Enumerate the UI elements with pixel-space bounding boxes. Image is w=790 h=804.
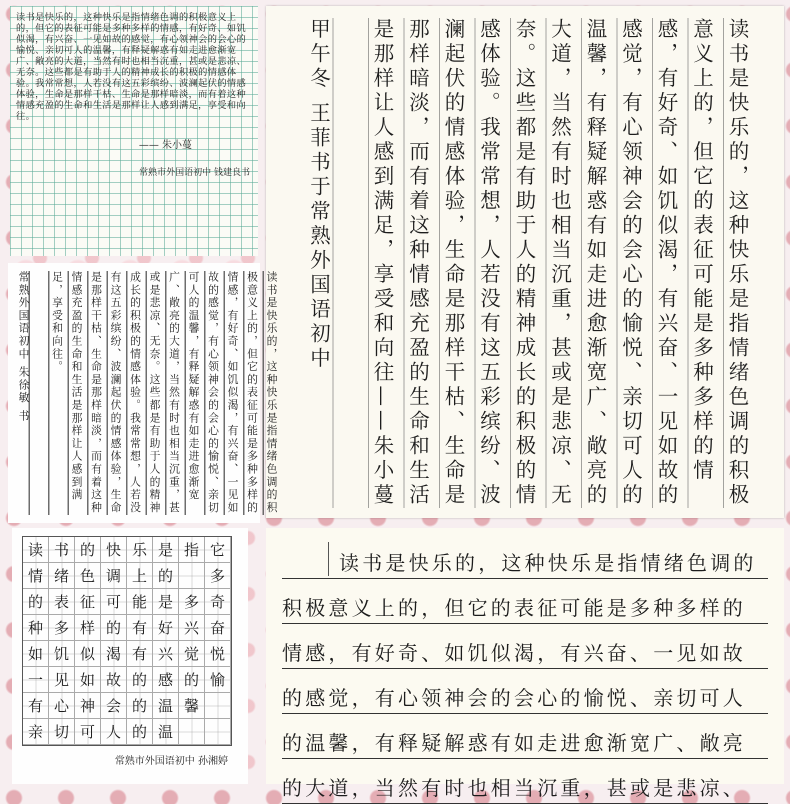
grid-cell: 亲 xyxy=(23,719,49,745)
grid-cell: 表 xyxy=(49,589,75,615)
grid-cell: 情 xyxy=(23,563,49,589)
vertical-lined-text-column xyxy=(300,18,754,508)
grid-cell: 的 xyxy=(75,537,101,563)
horizontal-line xyxy=(282,534,768,579)
grid-cell: 调 xyxy=(101,563,127,589)
grid-cell: 见 xyxy=(49,667,75,693)
grid-cell: 温 xyxy=(153,719,179,745)
grid-cell: 绪 xyxy=(49,563,75,589)
horizontal-line-text: 情感，有好奇、如饥似渴，有兴奋、一见如故 xyxy=(282,641,746,665)
grid-cell: 有 xyxy=(23,693,49,719)
grid-cell: 它 xyxy=(205,537,231,563)
grid-cell: 上 xyxy=(127,563,153,589)
horizontal-line-text: 的感觉，有心领神会的会心的愉悦、亲切可人 xyxy=(282,686,746,710)
grid-cell: 奋 xyxy=(205,615,231,641)
grid-cell: 的 xyxy=(127,719,153,745)
horizontal-line-text: 的大道，当然有时也相当沉重，甚或是悲凉、 xyxy=(282,776,746,800)
grid-cell: 人 xyxy=(101,719,127,745)
vertical-lined-passage: 读书是快乐的，这种快乐是指情绪色调的积极意义上的，但它的表征可能是多种多样的情感，有好奇、如饥似渴，有兴奋、一见如故的感觉，有心领神会的会心的愉悦、亲切可人的温馨，有释疑解惑有如走进愈渐宽广、敞亮的大道，当然有时也相当沉重，甚或是悲凉、无奈。这些都是有助于人的精神成长的积极的情感体验。我常常想，人若没有这五彩缤纷、波澜起伏的情感体验，生命是那样干枯、生命是那样暗淡，而有着这种情感充盈的生命和生活是那样让人感到满足，享受和向往——朱小蔓 xyxy=(370,18,749,508)
grid-cell: 兴 xyxy=(153,641,179,667)
horizontal-line xyxy=(282,579,768,624)
horizontal-lined-handwriting-sheet xyxy=(266,528,784,800)
margin-tick xyxy=(328,542,329,576)
grid-cell: 的 xyxy=(101,615,127,641)
grid-cell xyxy=(205,719,231,745)
vertical-ruled-text-column xyxy=(14,271,282,515)
green-grid-handwriting-sheet xyxy=(10,6,258,256)
vertical-ruled-handwriting-sheet xyxy=(8,263,279,523)
grid-cell: 样 xyxy=(75,615,101,641)
horizontal-line xyxy=(282,714,768,759)
grid-cell: 馨 xyxy=(179,693,205,719)
grid-cell: 多 xyxy=(49,615,75,641)
grid-cell: 如 xyxy=(23,641,49,667)
grid-cell: 是 xyxy=(153,537,179,563)
green-grid-passage: 读书是快乐的，这种快乐是指情绪色调的积极意义上的，但它的表征可能是多种多样的情感，有好奇、如饥似渴，有兴奋、一见如故的感觉，有心领神会的会心的愉悦、亲切可人的温馨，有释疑解惑有如走进愈渐宽广、敞亮的大道，当然有时也相当沉重，甚或是悲凉、无奈。这些都是有助于人的精神成长的积极的情感体验。我常常想，人若没有这五彩缤纷、波澜起伏的情感体验，生命是那样干枯、生命是那样暗淡，而有着这种情感充盈的生命和生活是那样让人感到满足，享受和向往。 xyxy=(16,12,247,122)
grid-cell: 饥 xyxy=(49,641,75,667)
grid-cell: 有 xyxy=(127,615,153,641)
vertical-ruled-signature: 常熟外国语初中 朱徐敏 书 xyxy=(17,271,31,423)
grid-cell: 乐 xyxy=(127,537,153,563)
grid-cell: 可 xyxy=(75,719,101,745)
green-grid-school-inscription: 常熟市外国语初中 钱建良书 xyxy=(139,168,250,178)
horizontal-line-text: 积极意义上的，但它的表征可能是多种多样的 xyxy=(282,596,746,620)
vertical-lined-handwriting-sheet xyxy=(266,6,784,518)
green-grid-signature: —— 朱小蔓 xyxy=(138,140,192,151)
grid-cell: 故 xyxy=(101,667,127,693)
grid-cell: 书 xyxy=(49,537,75,563)
grid-cell: 的 xyxy=(179,667,205,693)
grid-cell: 的 xyxy=(127,667,153,693)
horizontal-line xyxy=(282,624,768,669)
grid-cell: 多 xyxy=(205,563,231,589)
grid-cell: 心 xyxy=(49,693,75,719)
horizontal-line xyxy=(282,759,768,804)
grid-cell: 是 xyxy=(153,589,179,615)
grid-cell: 有 xyxy=(127,641,153,667)
tian-grid-handwriting-sheet xyxy=(12,528,248,784)
grid-cell: 征 xyxy=(75,589,101,615)
grid-cell: 读 xyxy=(23,537,49,563)
grid-cell: 如 xyxy=(75,667,101,693)
grid-cell: 一 xyxy=(23,667,49,693)
grid-cell: 指 xyxy=(179,537,205,563)
grid-cell: 愉 xyxy=(205,667,231,693)
grid-cell: 神 xyxy=(75,693,101,719)
horizontal-line-text: 的温馨，有释疑解惑有如走进愈渐宽广、敞亮 xyxy=(282,731,746,755)
grid-cell: 可 xyxy=(101,589,127,615)
tian-grid-signature: 常熟市外国语初中 孙湘婷 xyxy=(114,756,228,767)
grid-cell: 的 xyxy=(23,589,49,615)
grid-cell: 奇 xyxy=(205,589,231,615)
grid-cell: 的 xyxy=(127,693,153,719)
grid-cell: 渴 xyxy=(101,641,127,667)
grid-cell xyxy=(205,693,231,719)
grid-cell: 觉 xyxy=(179,641,205,667)
grid-cell: 的 xyxy=(153,563,179,589)
grid-cell: 切 xyxy=(49,719,75,745)
grid-cell xyxy=(179,719,205,745)
grid-cell: 多 xyxy=(179,589,205,615)
grid-cell: 色 xyxy=(75,563,101,589)
vertical-lined-signature: 甲午冬 王菲书于常熟外国语初中 xyxy=(306,18,331,372)
horizontal-line-text: 读书是快乐的，这种快乐是指情绪色调的 xyxy=(339,551,757,575)
horizontal-line xyxy=(282,669,768,714)
tian-grid xyxy=(22,536,232,746)
grid-cell: 悦 xyxy=(205,641,231,667)
grid-cell: 种 xyxy=(23,615,49,641)
grid-cell: 兴 xyxy=(179,615,205,641)
grid-cell: 快 xyxy=(101,537,127,563)
grid-cell: 会 xyxy=(101,693,127,719)
grid-cell: 能 xyxy=(127,589,153,615)
grid-cell xyxy=(179,563,205,589)
grid-cell: 似 xyxy=(75,641,101,667)
grid-cell: 温 xyxy=(153,693,179,719)
grid-cell: 好 xyxy=(153,615,179,641)
vertical-ruled-passage: 读书是快乐的，这种快乐是指情绪色调的积极意义上的，但它的表征可能是多种多样的情感，有好奇、如饥似渴，有兴奋、一见如故的感觉，有心领神会的会心的愉悦、亲切可人的温馨，有释疑解惑有如走进愈渐宽广、敞亮的大道，当然有时也相当沉重，甚或是悲凉、无奈。这些都是有助于人的精神成长的积极的情感体验。我常常想，人若没有这五彩缤纷、波澜起伏的情感体验，生命是那样干枯、生命是那样暗淡，而有着这种情感充盈的生命和生活是那样让人感到满足，享受和向往。 xyxy=(51,271,279,515)
grid-cell: 感 xyxy=(153,667,179,693)
